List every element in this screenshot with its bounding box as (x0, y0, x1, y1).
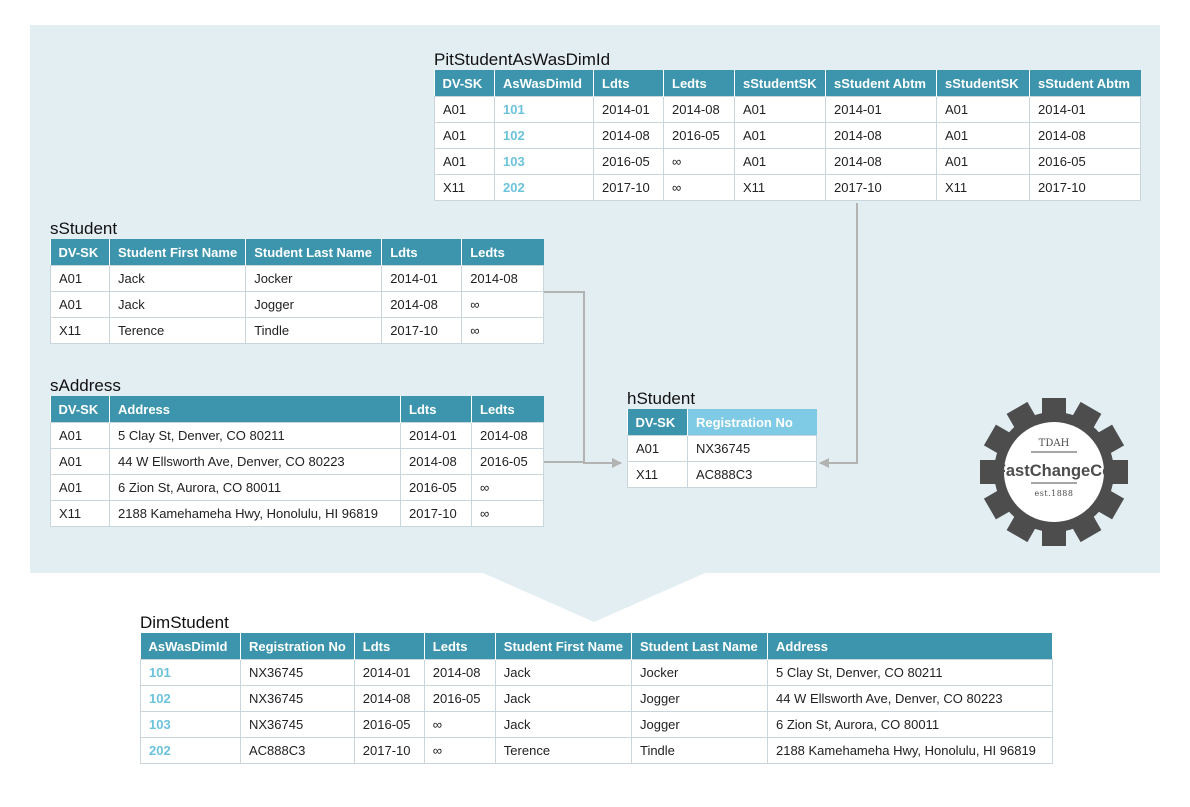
pit-column-header: sStudent Abtm (826, 70, 937, 97)
pit-cell: X11 (735, 175, 826, 201)
dim-cell: 5 Clay St, Denver, CO 80211 (767, 660, 1052, 686)
dim-cell: 2017-10 (354, 738, 424, 764)
pit-cell: A01 (435, 97, 495, 123)
hstudent-cell: AC888C3 (688, 462, 817, 488)
dim-table-row (141, 712, 1053, 738)
dim-cell: 101 (141, 660, 241, 686)
sstudent-cell: 2014-01 (382, 266, 462, 292)
saddress-cell: 2016-05 (401, 475, 472, 501)
hstudent-cell: NX36745 (688, 436, 817, 462)
pit-cell: 2016-05 (594, 149, 664, 175)
saddress-table-title: sAddress (50, 376, 121, 395)
saddress-column-header: Ldts (401, 396, 472, 423)
sstudent-cell: Jogger (246, 292, 382, 318)
saddress-cell: 2017-10 (401, 501, 472, 527)
dim-cell: Jack (495, 712, 631, 738)
pit-cell: 2017-10 (826, 175, 937, 201)
pit-cell: A01 (435, 149, 495, 175)
saddress-column-header: DV-SK (51, 396, 110, 423)
saddress-table-row (51, 475, 544, 501)
dim-column-header: Student Last Name (631, 633, 767, 660)
sstudent-column-header: Student First Name (110, 239, 246, 266)
sstudent-table-row (51, 318, 544, 344)
dim-cell: Jogger (631, 712, 767, 738)
hstudent-table-block (627, 389, 817, 488)
dim-cell: ∞ (424, 712, 495, 738)
sstudent-column-header: Ldts (382, 239, 462, 266)
pit-cell: A01 (435, 123, 495, 149)
pit-header-row (435, 70, 1141, 97)
saddress-cell: ∞ (472, 501, 544, 527)
pit-cell: X11 (435, 175, 495, 201)
sstudent-column-header: Student Last Name (246, 239, 382, 266)
sstudent-cell: Terence (110, 318, 246, 344)
dim-table-row (141, 686, 1053, 712)
hstudent-table-row (628, 436, 817, 462)
dim-cell: Jocker (631, 660, 767, 686)
sstudent-table-row (51, 266, 544, 292)
sstudent-cell: A01 (51, 292, 110, 318)
pit-table-row (435, 149, 1141, 175)
hstudent-table-title: hStudent (627, 389, 696, 408)
dim-cell: 202 (141, 738, 241, 764)
hstudent-cell: A01 (628, 436, 688, 462)
dim-cell: 2188 Kamehameha Hwy, Honolulu, HI 96819 (767, 738, 1052, 764)
dim-cell: 44 W Ellsworth Ave, Denver, CO 80223 (767, 686, 1052, 712)
hstudent-table (627, 409, 817, 488)
pit-column-header: DV-SK (435, 70, 495, 97)
pit-cell: 2014-01 (1030, 97, 1141, 123)
dim-cell: ∞ (424, 738, 495, 764)
pit-cell: 2016-05 (664, 123, 735, 149)
dim-header-row (141, 633, 1053, 660)
dim-cell: Terence (495, 738, 631, 764)
pit-cell: 2014-01 (594, 97, 664, 123)
sstudent-table (50, 239, 544, 344)
hstudent-column-header: Registration No (688, 409, 817, 436)
pit-cell: 103 (495, 149, 594, 175)
pit-table-row (435, 123, 1141, 149)
saddress-cell: ∞ (472, 475, 544, 501)
pit-cell: 102 (495, 123, 594, 149)
sstudent-body (51, 266, 544, 344)
dim-cell: 2016-05 (424, 686, 495, 712)
sstudent-header-row (51, 239, 544, 266)
pit-cell: X11 (937, 175, 1030, 201)
pit-cell: A01 (937, 123, 1030, 149)
pit-cell: 2014-08 (594, 123, 664, 149)
dim-column-header: Ldts (354, 633, 424, 660)
pit-cell: A01 (937, 97, 1030, 123)
saddress-cell: 44 W Ellsworth Ave, Denver, CO 80223 (110, 449, 401, 475)
dim-column-header: Address (767, 633, 1052, 660)
fastchangeco-gear-logo (978, 396, 1130, 548)
dim-cell: 2014-08 (354, 686, 424, 712)
hstudent-cell: X11 (628, 462, 688, 488)
dim-table-row (141, 660, 1053, 686)
sstudent-column-header: Ledts (462, 239, 544, 266)
dim-cell: Tindle (631, 738, 767, 764)
pit-column-header: sStudentSK (937, 70, 1030, 97)
pit-column-header: sStudentSK (735, 70, 826, 97)
sstudent-cell: Tindle (246, 318, 382, 344)
dim-column-header: Ledts (424, 633, 495, 660)
dim-cell: Jogger (631, 686, 767, 712)
sstudent-cell: Jocker (246, 266, 382, 292)
pit-cell: 202 (495, 175, 594, 201)
logo-monogram: TDAH (1038, 438, 1070, 449)
connector-pit-to-hstudent (820, 203, 857, 463)
saddress-cell: 2014-01 (401, 423, 472, 449)
sstudent-cell: ∞ (462, 318, 544, 344)
pit-cell: A01 (735, 97, 826, 123)
pit-cell: 101 (495, 97, 594, 123)
pit-table-title: PitStudentAsWasDimId (434, 50, 611, 69)
pit-cell: ∞ (664, 149, 735, 175)
saddress-cell: A01 (51, 423, 110, 449)
dim-column-header: Registration No (241, 633, 355, 660)
pit-cell: 2014-08 (826, 149, 937, 175)
dim-cell: NX36745 (241, 712, 355, 738)
pit-cell: 2017-10 (594, 175, 664, 201)
saddress-cell: 2016-05 (472, 449, 544, 475)
hstudent-column-header: DV-SK (628, 409, 688, 436)
dim-body (141, 660, 1053, 764)
saddress-table-row (51, 501, 544, 527)
dim-cell: 2014-08 (424, 660, 495, 686)
pit-cell: 2014-01 (826, 97, 937, 123)
sstudent-table-block (50, 219, 544, 344)
saddress-cell: A01 (51, 475, 110, 501)
saddress-cell: A01 (51, 449, 110, 475)
saddress-cell: 5 Clay St, Denver, CO 80211 (110, 423, 401, 449)
saddress-table-row (51, 423, 544, 449)
hstudent-body (628, 436, 817, 488)
pit-cell: 2016-05 (1030, 149, 1141, 175)
pit-table (434, 70, 1141, 201)
pit-cell: 2014-08 (826, 123, 937, 149)
pit-cell: 2014-08 (1030, 123, 1141, 149)
sstudent-cell: X11 (51, 318, 110, 344)
saddress-cell: 2014-08 (472, 423, 544, 449)
dim-table-row (141, 738, 1053, 764)
sstudent-column-header: DV-SK (51, 239, 110, 266)
dim-cell: 2014-01 (354, 660, 424, 686)
saddress-body (51, 423, 544, 527)
sstudent-cell: A01 (51, 266, 110, 292)
dim-table-block (140, 613, 1053, 764)
pit-table-block (434, 50, 1141, 201)
dim-cell: 102 (141, 686, 241, 712)
saddress-table-row (51, 449, 544, 475)
saddress-header-row (51, 396, 544, 423)
sstudent-cell: ∞ (462, 292, 544, 318)
sstudent-cell: 2017-10 (382, 318, 462, 344)
dim-column-header: Student First Name (495, 633, 631, 660)
sstudent-table-title: sStudent (50, 219, 118, 238)
dim-table (140, 633, 1053, 764)
pit-table-row (435, 97, 1141, 123)
dim-cell: Jack (495, 686, 631, 712)
dim-cell: AC888C3 (241, 738, 355, 764)
sstudent-cell: Jack (110, 292, 246, 318)
sstudent-cell: 2014-08 (382, 292, 462, 318)
saddress-table-block (50, 376, 544, 527)
pit-cell: A01 (735, 123, 826, 149)
dim-cell: NX36745 (241, 686, 355, 712)
pit-column-header: sStudent Abtm (1030, 70, 1141, 97)
dim-cell: 103 (141, 712, 241, 738)
saddress-column-header: Ledts (472, 396, 544, 423)
pit-table-row (435, 175, 1141, 201)
pit-cell: ∞ (664, 175, 735, 201)
pit-cell: 2017-10 (1030, 175, 1141, 201)
logo-name: FastChangeCo (995, 462, 1113, 480)
dim-cell: 6 Zion St, Aurora, CO 80011 (767, 712, 1052, 738)
dim-column-header: AsWasDimId (141, 633, 241, 660)
saddress-cell: 2188 Kamehameha Hwy, Honolulu, HI 96819 (110, 501, 401, 527)
hstudent-header-row (628, 409, 817, 436)
dim-cell: NX36745 (241, 660, 355, 686)
sstudent-table-row (51, 292, 544, 318)
dim-table-title: DimStudent (140, 613, 229, 632)
pit-cell: 2014-08 (664, 97, 735, 123)
logo-est: est.1888 (1034, 489, 1074, 498)
dim-cell: Jack (495, 660, 631, 686)
saddress-table (50, 396, 544, 527)
pit-body (435, 97, 1141, 201)
dim-cell: 2016-05 (354, 712, 424, 738)
sstudent-cell: 2014-08 (462, 266, 544, 292)
pit-cell: A01 (735, 149, 826, 175)
pit-column-header: Ldts (594, 70, 664, 97)
saddress-cell: 6 Zion St, Aurora, CO 80011 (110, 475, 401, 501)
saddress-cell: X11 (51, 501, 110, 527)
pit-column-header: Ledts (664, 70, 735, 97)
connector-sstudent-to-hstudent (543, 292, 621, 463)
saddress-column-header: Address (110, 396, 401, 423)
hstudent-table-row (628, 462, 817, 488)
pit-column-header: AsWasDimId (495, 70, 594, 97)
pit-cell: A01 (937, 149, 1030, 175)
saddress-cell: 2014-08 (401, 449, 472, 475)
sstudent-cell: Jack (110, 266, 246, 292)
